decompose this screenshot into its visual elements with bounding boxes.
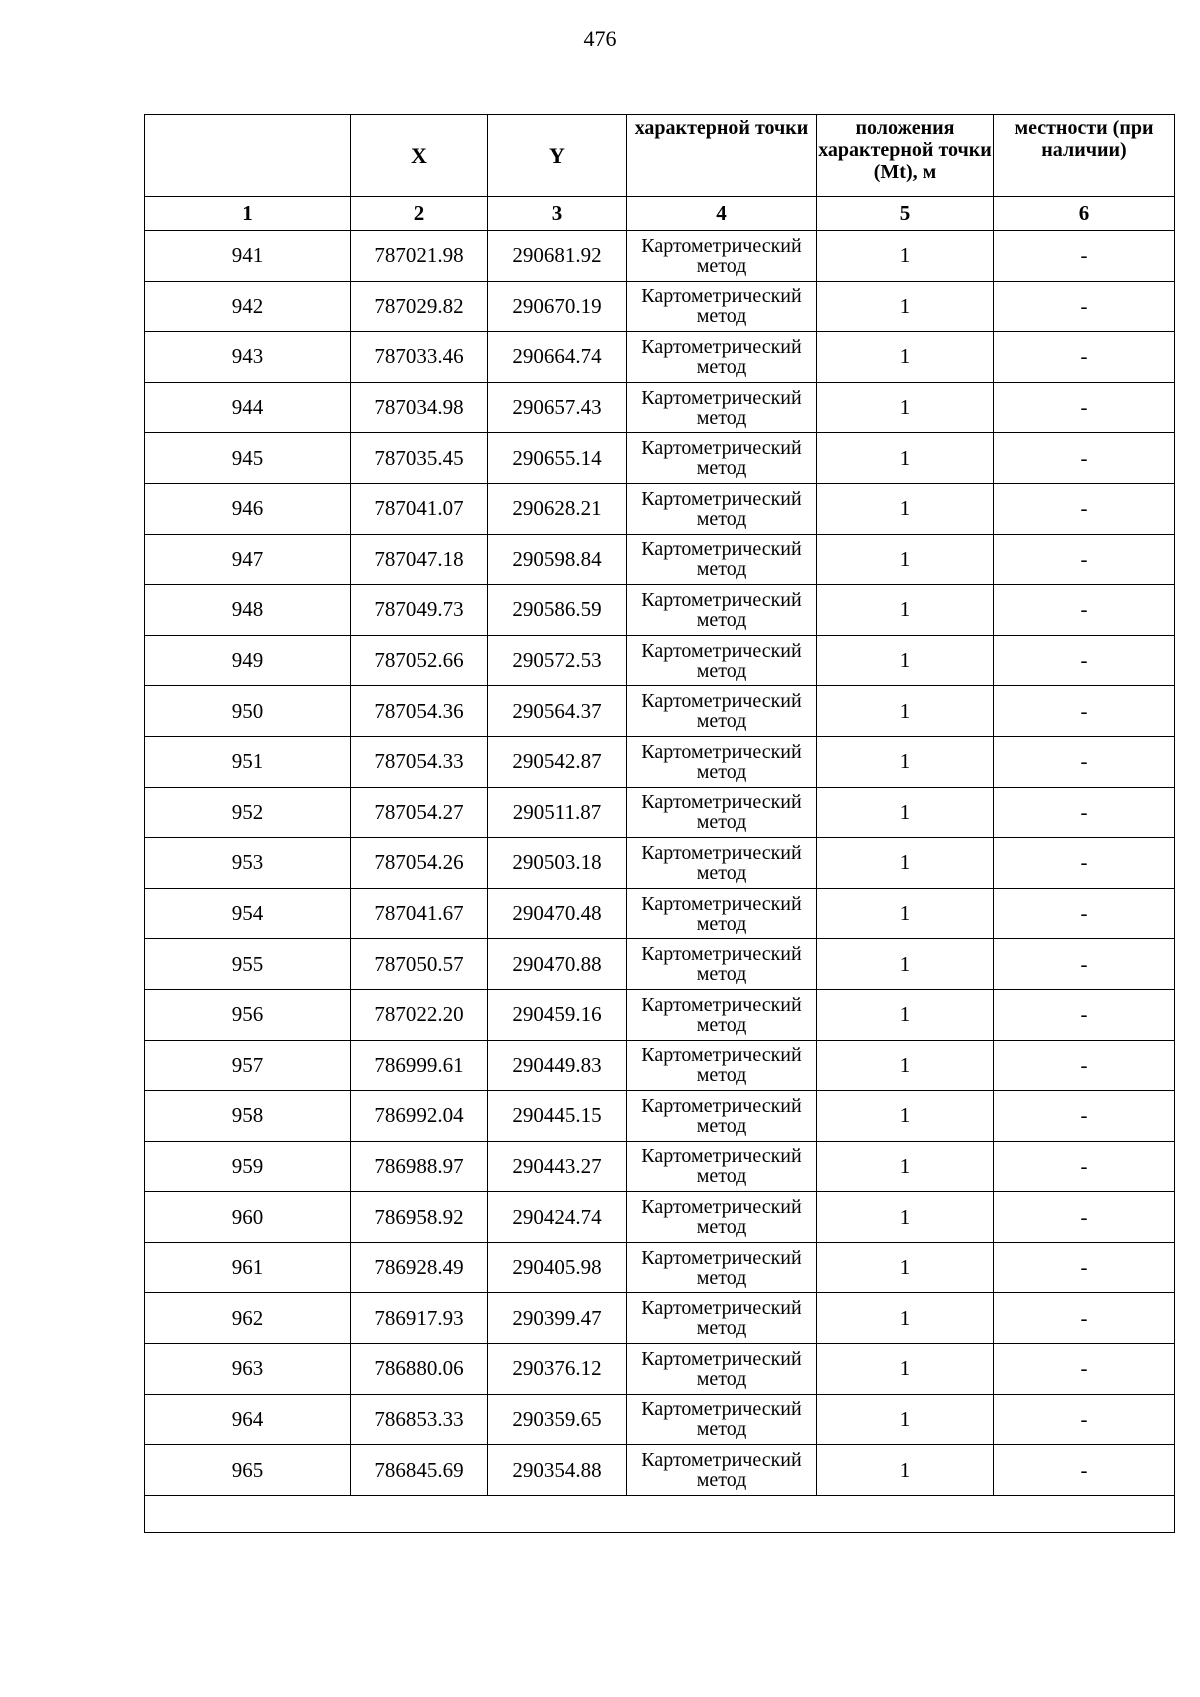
x-coordinate-cell: 787050.57 [351, 939, 488, 990]
method-cell [627, 736, 817, 787]
method-cell [627, 483, 817, 534]
method-line-1: Картометрический [641, 943, 802, 966]
method-cell [627, 382, 817, 433]
table-row [145, 939, 1175, 990]
method-cell [627, 888, 817, 939]
point-number-cell: 961 [145, 1242, 351, 1293]
x-coordinate-cell: 786988.97 [351, 1141, 488, 1192]
description-cell: - [994, 838, 1175, 889]
accuracy-cell: 1 [817, 1242, 994, 1293]
method-line-1: Картометрический [641, 1145, 802, 1168]
accuracy-cell: 1 [817, 1141, 994, 1192]
method-line-1: Картометрический [641, 639, 802, 662]
accuracy-cell: 1 [817, 1394, 994, 1445]
method-cell [627, 635, 817, 686]
page-number: 476 [583, 26, 617, 51]
accuracy-cell: 1 [817, 281, 994, 332]
table-row [145, 787, 1175, 838]
method-cell [627, 1394, 817, 1445]
x-coordinate-cell: 787054.36 [351, 686, 488, 737]
method-line-1: Картометрический [641, 740, 802, 763]
coordinates-table [144, 114, 1175, 1533]
point-number-cell: 958 [145, 1091, 351, 1142]
point-number-cell: 960 [145, 1192, 351, 1243]
x-coordinate-cell: 786928.49 [351, 1242, 488, 1293]
point-number-cell: 962 [145, 1293, 351, 1344]
x-coordinate-cell: 786845.69 [351, 1445, 488, 1496]
y-coordinate-cell: 290359.65 [488, 1394, 627, 1445]
method-line-1: Картометрический [641, 1044, 802, 1067]
table-row [145, 1293, 1175, 1344]
description-cell: - [994, 433, 1175, 484]
y-coordinate-cell: 290628.21 [488, 483, 627, 534]
description-cell: - [994, 1091, 1175, 1142]
x-coordinate-cell: 787041.67 [351, 888, 488, 939]
table-row [145, 1091, 1175, 1142]
y-coordinate-cell: 290354.88 [488, 1445, 627, 1496]
x-coordinate-cell: 787049.73 [351, 585, 488, 636]
point-number-cell: 953 [145, 838, 351, 889]
method-cell [627, 332, 817, 383]
method-line-1: Картометрический [641, 1347, 802, 1370]
accuracy-cell: 1 [817, 939, 994, 990]
description-cell: - [994, 281, 1175, 332]
point-number-cell: 942 [145, 281, 351, 332]
method-cell [627, 1242, 817, 1293]
method-line-1: Картометрический [641, 487, 802, 510]
y-coordinate-cell: 290470.48 [488, 888, 627, 939]
description-cell: - [994, 585, 1175, 636]
column-numbers-row [145, 197, 1175, 231]
x-coordinate-cell: 786999.61 [351, 1040, 488, 1091]
method-line-1: Картометрический [641, 386, 802, 409]
y-coordinate-cell: 290459.16 [488, 989, 627, 1040]
method-cell [627, 281, 817, 332]
table-row [145, 1192, 1175, 1243]
method-cell [627, 1445, 817, 1496]
method-line-1: Картометрический [641, 285, 802, 308]
method-line-2: метод [696, 963, 747, 986]
point-number-cell: 951 [145, 736, 351, 787]
column-number: 3 [488, 197, 627, 231]
description-cell: - [994, 1192, 1175, 1243]
method-line-2: метод [696, 1064, 747, 1087]
point-number-cell: 941 [145, 231, 351, 282]
y-coordinate-cell: 290586.59 [488, 585, 627, 636]
method-line-1: Картометрический [641, 1297, 802, 1320]
y-coordinate-cell: 290564.37 [488, 686, 627, 737]
accuracy-cell: 1 [817, 1293, 994, 1344]
method-cell [627, 1293, 817, 1344]
description-cell: - [994, 483, 1175, 534]
x-coordinate-cell: 787047.18 [351, 534, 488, 585]
method-line-2: метод [696, 1266, 747, 1289]
description-cell: - [994, 1445, 1175, 1496]
header-method: характерной точки [627, 115, 817, 197]
y-coordinate-cell: 290399.47 [488, 1293, 627, 1344]
method-line-2: метод [696, 1013, 747, 1036]
method-line-1: Картометрический [641, 1094, 802, 1117]
method-line-1: Картометрический [641, 538, 802, 561]
method-line-2: метод [696, 305, 747, 328]
method-cell [627, 838, 817, 889]
description-cell: - [994, 1242, 1175, 1293]
table-row [145, 1242, 1175, 1293]
table-row [145, 1141, 1175, 1192]
method-line-2: метод [696, 608, 747, 631]
method-line-1: Картометрический [641, 437, 802, 460]
method-line-2: метод [696, 861, 747, 884]
x-coordinate-cell: 787054.26 [351, 838, 488, 889]
method-line-2: метод [696, 659, 747, 682]
table-row [145, 534, 1175, 585]
method-line-1: Картометрический [641, 791, 802, 814]
y-coordinate-cell: 290681.92 [488, 231, 627, 282]
accuracy-cell: 1 [817, 382, 994, 433]
method-line-2: метод [696, 1165, 747, 1188]
x-coordinate-cell: 787054.27 [351, 787, 488, 838]
header-description: местности (при наличии) [994, 115, 1175, 197]
description-cell: - [994, 1394, 1175, 1445]
y-coordinate-cell: 290503.18 [488, 838, 627, 889]
table-row [145, 838, 1175, 889]
method-line-2: метод [696, 558, 747, 581]
x-coordinate-cell: 787054.33 [351, 736, 488, 787]
method-line-1: Картометрический [641, 1398, 802, 1421]
coordinates-table-body [145, 115, 1175, 1533]
accuracy-cell: 1 [817, 888, 994, 939]
method-line-1: Картометрический [641, 892, 802, 915]
y-coordinate-cell: 290445.15 [488, 1091, 627, 1142]
point-number-cell: 957 [145, 1040, 351, 1091]
table-row [145, 1344, 1175, 1395]
table-row [145, 433, 1175, 484]
method-line-2: метод [696, 1367, 747, 1390]
x-coordinate-cell: 786853.33 [351, 1394, 488, 1445]
method-line-2: метод [696, 355, 747, 378]
table-row [145, 989, 1175, 1040]
column-number: 4 [627, 197, 817, 231]
header-x: X [351, 115, 488, 197]
x-coordinate-cell: 786958.92 [351, 1192, 488, 1243]
method-line-1: Картометрический [641, 234, 802, 257]
point-number-cell: 949 [145, 635, 351, 686]
table-row [145, 483, 1175, 534]
point-number-cell: 944 [145, 382, 351, 433]
empty-row [145, 1495, 1175, 1532]
empty-cell [145, 1495, 1175, 1532]
method-cell [627, 534, 817, 585]
method-cell [627, 1192, 817, 1243]
description-cell: - [994, 534, 1175, 585]
accuracy-cell: 1 [817, 787, 994, 838]
x-coordinate-cell: 787041.07 [351, 483, 488, 534]
accuracy-cell: 1 [817, 838, 994, 889]
point-number-cell: 950 [145, 686, 351, 737]
method-line-2: метод [696, 1418, 747, 1441]
table-row [145, 1394, 1175, 1445]
method-cell [627, 939, 817, 990]
y-coordinate-cell: 290670.19 [488, 281, 627, 332]
y-coordinate-cell: 290598.84 [488, 534, 627, 585]
method-line-2: метод [696, 811, 747, 834]
method-line-1: Картометрический [641, 1449, 802, 1472]
y-coordinate-cell: 290449.83 [488, 1040, 627, 1091]
method-line-2: метод [696, 760, 747, 783]
method-line-2: метод [696, 1114, 747, 1137]
point-number-cell: 947 [145, 534, 351, 585]
header-y: Y [488, 115, 627, 197]
table-row [145, 382, 1175, 433]
method-cell [627, 585, 817, 636]
x-coordinate-cell: 787033.46 [351, 332, 488, 383]
y-coordinate-cell: 290376.12 [488, 1344, 627, 1395]
description-cell: - [994, 989, 1175, 1040]
x-coordinate-cell: 786917.93 [351, 1293, 488, 1344]
method-cell [627, 1344, 817, 1395]
column-number: 2 [351, 197, 488, 231]
method-line-2: метод [696, 710, 747, 733]
description-cell: - [994, 231, 1175, 282]
table-row [145, 585, 1175, 636]
method-line-2: метод [696, 1317, 747, 1340]
header-accuracy: положения характерной точки (Mt), м [817, 115, 994, 197]
x-coordinate-cell: 787052.66 [351, 635, 488, 686]
y-coordinate-cell: 290657.43 [488, 382, 627, 433]
accuracy-cell: 1 [817, 433, 994, 484]
table-row [145, 686, 1175, 737]
description-cell: - [994, 1141, 1175, 1192]
accuracy-cell: 1 [817, 686, 994, 737]
header-row [145, 115, 1175, 197]
y-coordinate-cell: 290405.98 [488, 1242, 627, 1293]
y-coordinate-cell: 290664.74 [488, 332, 627, 383]
accuracy-cell: 1 [817, 736, 994, 787]
method-line-2: метод [696, 457, 747, 480]
method-line-2: метод [696, 406, 747, 429]
point-number-cell: 959 [145, 1141, 351, 1192]
table-row [145, 1445, 1175, 1496]
method-cell [627, 1141, 817, 1192]
method-cell [627, 1091, 817, 1142]
y-coordinate-cell: 290572.53 [488, 635, 627, 686]
x-coordinate-cell: 786992.04 [351, 1091, 488, 1142]
method-line-2: метод [696, 912, 747, 935]
method-line-1: Картометрический [641, 841, 802, 864]
point-number-cell: 946 [145, 483, 351, 534]
description-cell: - [994, 736, 1175, 787]
description-cell: - [994, 635, 1175, 686]
point-number-cell: 964 [145, 1394, 351, 1445]
table-row [145, 635, 1175, 686]
point-number-cell: 954 [145, 888, 351, 939]
accuracy-cell: 1 [817, 534, 994, 585]
method-line-1: Картометрический [641, 1246, 802, 1269]
method-cell [627, 231, 817, 282]
point-number-cell: 952 [145, 787, 351, 838]
description-cell: - [994, 382, 1175, 433]
accuracy-cell: 1 [817, 231, 994, 282]
method-line-2: метод [696, 507, 747, 530]
method-line-1: Картометрический [641, 993, 802, 1016]
y-coordinate-cell: 290511.87 [488, 787, 627, 838]
accuracy-cell: 1 [817, 585, 994, 636]
description-cell: - [994, 1344, 1175, 1395]
column-number: 5 [817, 197, 994, 231]
method-cell [627, 686, 817, 737]
table-row [145, 231, 1175, 282]
x-coordinate-cell: 787022.20 [351, 989, 488, 1040]
method-cell [627, 1040, 817, 1091]
method-line-1: Картометрический [641, 335, 802, 358]
accuracy-cell: 1 [817, 332, 994, 383]
accuracy-cell: 1 [817, 635, 994, 686]
method-line-1: Картометрический [641, 690, 802, 713]
method-line-2: метод [696, 254, 747, 277]
description-cell: - [994, 332, 1175, 383]
point-number-cell: 948 [145, 585, 351, 636]
x-coordinate-cell: 787034.98 [351, 382, 488, 433]
table-row [145, 1040, 1175, 1091]
description-cell: - [994, 939, 1175, 990]
accuracy-cell: 1 [817, 1040, 994, 1091]
accuracy-cell: 1 [817, 1091, 994, 1142]
method-cell [627, 787, 817, 838]
column-number: 6 [994, 197, 1175, 231]
y-coordinate-cell: 290424.74 [488, 1192, 627, 1243]
table-row [145, 736, 1175, 787]
description-cell: - [994, 1293, 1175, 1344]
description-cell: - [994, 787, 1175, 838]
x-coordinate-cell: 786880.06 [351, 1344, 488, 1395]
header-point-number [145, 115, 351, 197]
y-coordinate-cell: 290470.88 [488, 939, 627, 990]
point-number-cell: 956 [145, 989, 351, 1040]
x-coordinate-cell: 787021.98 [351, 231, 488, 282]
x-coordinate-cell: 787029.82 [351, 281, 488, 332]
accuracy-cell: 1 [817, 1192, 994, 1243]
accuracy-cell: 1 [817, 483, 994, 534]
x-coordinate-cell: 787035.45 [351, 433, 488, 484]
y-coordinate-cell: 290655.14 [488, 433, 627, 484]
method-cell [627, 433, 817, 484]
description-cell: - [994, 888, 1175, 939]
method-cell [627, 989, 817, 1040]
column-number: 1 [145, 197, 351, 231]
point-number-cell: 955 [145, 939, 351, 990]
method-line-1: Картометрический [641, 1196, 802, 1219]
table-row [145, 888, 1175, 939]
method-line-2: метод [696, 1469, 747, 1492]
point-number-cell: 943 [145, 332, 351, 383]
point-number-cell: 965 [145, 1445, 351, 1496]
point-number-cell: 945 [145, 433, 351, 484]
y-coordinate-cell: 290443.27 [488, 1141, 627, 1192]
method-line-1: Картометрический [641, 588, 802, 611]
table-row [145, 332, 1175, 383]
description-cell: - [994, 1040, 1175, 1091]
method-line-2: метод [696, 1216, 747, 1239]
table-row [145, 281, 1175, 332]
accuracy-cell: 1 [817, 989, 994, 1040]
y-coordinate-cell: 290542.87 [488, 736, 627, 787]
accuracy-cell: 1 [817, 1445, 994, 1496]
description-cell: - [994, 686, 1175, 737]
accuracy-cell: 1 [817, 1344, 994, 1395]
point-number-cell: 963 [145, 1344, 351, 1395]
